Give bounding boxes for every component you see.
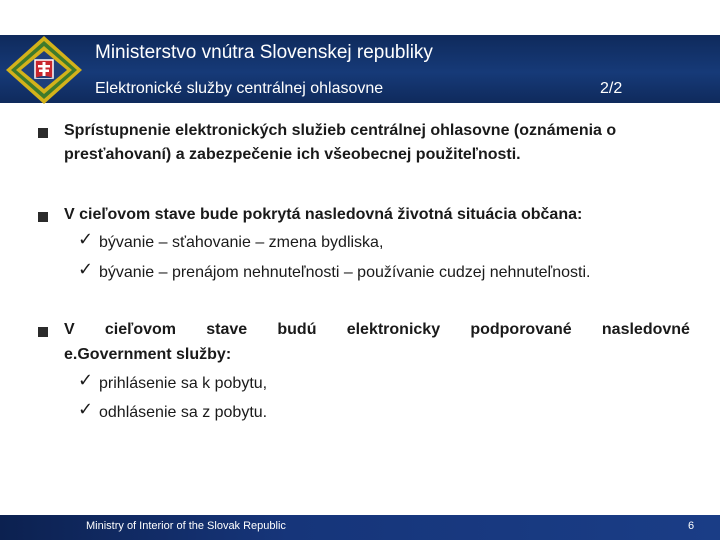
word: V (64, 321, 75, 338)
footer-ministry-name: Ministry of Interior of the Slovak Republic (86, 520, 286, 532)
bullet-1-line-1: Sprístupnenie elektronických služieb centrálnej ohlasovne (oznámenia o (64, 122, 617, 139)
check-icon: ✓ (78, 399, 94, 420)
check-icon: ✓ (78, 370, 94, 391)
bullet-2-text: V cieľovom stave bude pokrytá nasledovná životná situácia občana: (64, 206, 583, 223)
slide-number: 6 (688, 520, 695, 532)
ministry-title: Ministerstvo vnútra Slovenskej republiky (95, 42, 433, 63)
list-item: odhlásenie sa z pobytu. (99, 404, 268, 421)
bullet-marker (38, 128, 48, 138)
word: podporované (470, 321, 572, 338)
word: stave (206, 321, 248, 338)
section-subtitle: Elektronické služby centrálnej ohlasovne (95, 80, 384, 97)
word: budú (277, 321, 317, 338)
bullet-3-line-2: e.Government služby: (64, 346, 232, 363)
word: nasledovné (601, 321, 690, 338)
bullet-3-line-1 (64, 321, 690, 339)
check-icon: ✓ (78, 259, 94, 280)
bullet-1-text (64, 119, 694, 167)
bullet-1-line-2: presťahovaní) a zabezpečenie ich všeobecnej použiteľnosti. (64, 146, 521, 163)
list-item: bývanie – prenájom nehnuteľnosti – používanie cudzej nehnuteľnosti. (99, 264, 591, 281)
word: elektronicky (346, 321, 441, 338)
footer-bar (0, 515, 720, 540)
list-item: prihlásenie sa k pobytu, (99, 375, 268, 392)
check-icon: ✓ (78, 229, 94, 250)
list-item: bývanie – sťahovanie – zmena bydliska, (99, 234, 384, 251)
bullet-marker (38, 212, 48, 222)
page-indicator: 2/2 (600, 80, 623, 97)
word: cieľovom (104, 321, 176, 338)
bullet-marker (38, 327, 48, 337)
